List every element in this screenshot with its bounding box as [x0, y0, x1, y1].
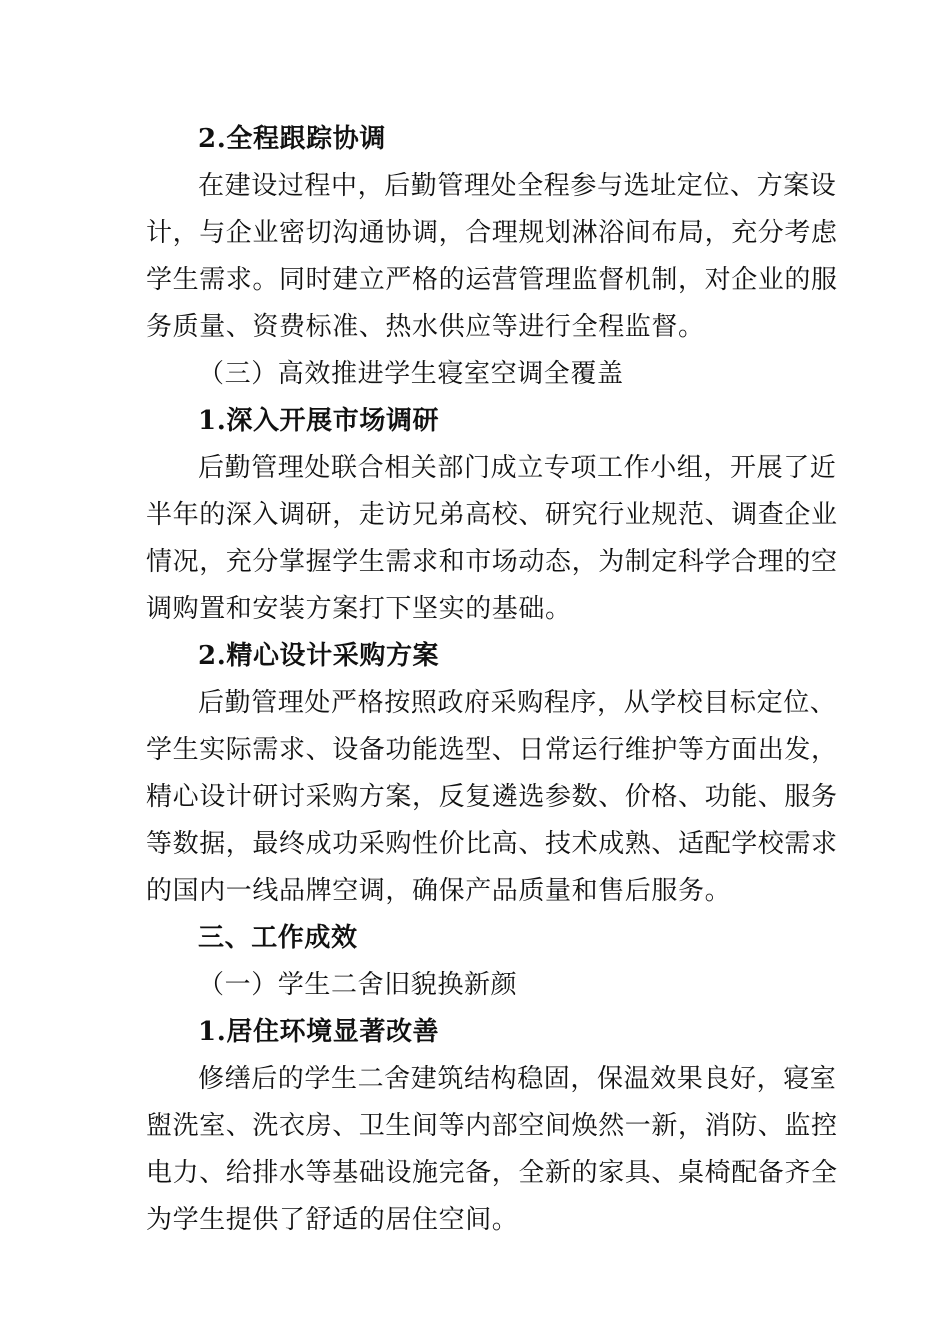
paragraph-line: 学生实际需求、设备功能选型、日常运行维护等方面出发，: [146, 735, 838, 765]
subsection-heading-air-conditioning: （三）高效推进学生寝室空调全覆盖: [198, 359, 624, 389]
paragraph-line: 后勤管理处严格按照政府采购程序，从学校目标定位、: [198, 688, 837, 718]
section-heading-procurement-plan: 2.精心设计采购方案: [198, 641, 440, 671]
paragraph-line: 精心设计研讨采购方案，反复遴选参数、价格、功能、服务: [146, 782, 838, 812]
paragraph-construction-process: [146, 163, 838, 351]
paragraph-line: 等数据，最终成功采购性价比高、技术成熟、适配学校需求: [146, 829, 838, 859]
section-heading-tracking-coordination: 2.全程跟踪协调: [198, 124, 386, 154]
paragraph-line: 半年的深入调研，走访兄弟高校、研究行业规范、调查企业: [146, 500, 838, 530]
paragraph-line: 的国内一线品牌空调，确保产品质量和售后服务。: [146, 876, 732, 906]
paragraph-line: 务质量、资费标准、热水供应等进行全程监督。: [146, 312, 705, 342]
paragraph-line: 为学生提供了舒适的居住空间。: [146, 1205, 519, 1235]
paragraph-living-environment: [146, 1056, 838, 1244]
paragraph-line: 电力、给排水等基础设施完备，全新的家具、桌椅配备齐全: [146, 1158, 838, 1188]
section-heading-living-environment: 1.居住环境显著改善: [198, 1017, 440, 1047]
paragraph-line: 调购置和安装方案打下坚实的基础。: [146, 594, 572, 624]
paragraph-procurement-plan: [146, 680, 838, 915]
paragraph-line: 在建设过程中，后勤管理处全程参与选址定位、方案设: [198, 171, 837, 201]
chapter-heading-work-results: 三、工作成效: [198, 923, 358, 953]
paragraph-line: 修缮后的学生二舍建筑结构稳固，保温效果良好，寝室: [198, 1064, 837, 1094]
paragraph-line: 情况，充分掌握学生需求和市场动态，为制定科学合理的空: [146, 547, 838, 577]
document-body: [146, 116, 838, 1244]
paragraph-line: 后勤管理处联合相关部门成立专项工作小组，开展了近: [198, 453, 837, 483]
paragraph-market-research: [146, 445, 838, 633]
paragraph-line: 计，与企业密切沟通协调，合理规划淋浴间布局，充分考虑: [146, 218, 838, 248]
section-heading-market-research: 1.深入开展市场调研: [198, 406, 440, 436]
subsection-heading-dorm-renovation: （一）学生二舍旧貌换新颜: [198, 970, 518, 1000]
paragraph-line: 学生需求。同时建立严格的运营管理监督机制，对企业的服: [146, 265, 838, 295]
paragraph-line: 盥洗室、洗衣房、卫生间等内部空间焕然一新，消防、监控: [146, 1111, 838, 1141]
